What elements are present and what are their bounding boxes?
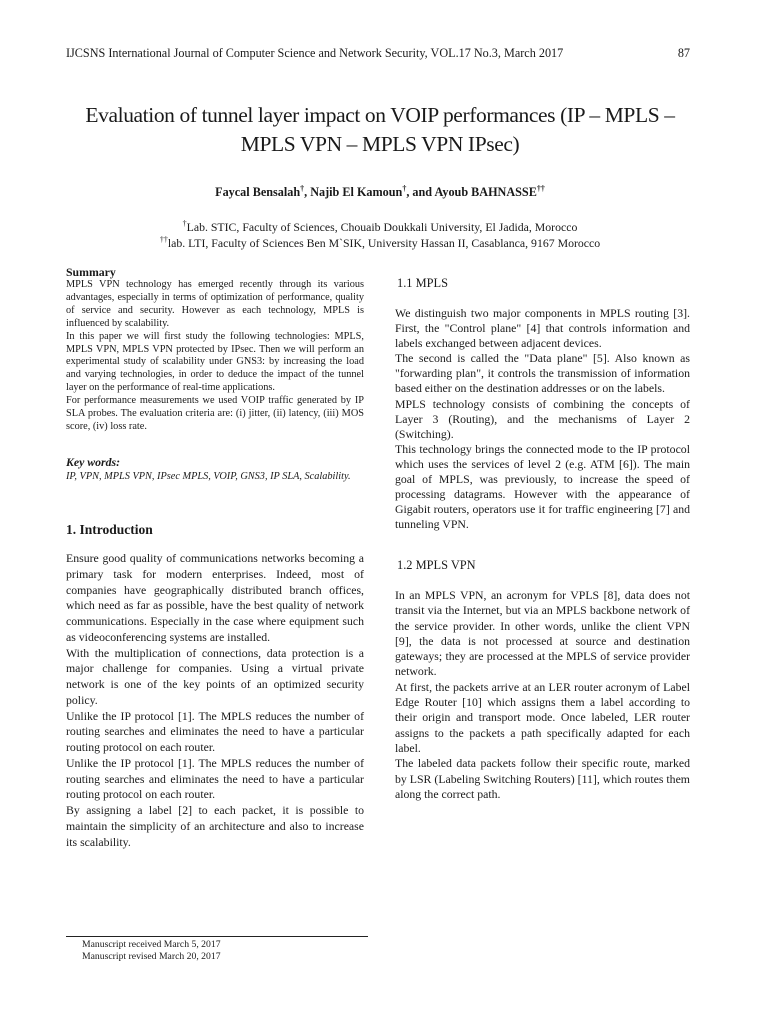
summary-paragraph: MPLS VPN technology has emerged recently through its various advantages, especially in terms of optimization of performance, quality of service and security. However as each technology, MPLS is influenced by scalability. <box>66 279 364 329</box>
introduction-text <box>66 551 364 850</box>
affiliation-2: ††lab. LTI, Faculty of Sciences Ben M`SIK, University Hassan II, Casablanca, 9167 Morocco <box>159 234 601 250</box>
intro-paragraph: Unlike the IP protocol [1]. The MPLS reduces the number of routing searches and eliminates the need to have a particular routing protocol on each router. <box>66 755 364 802</box>
keywords-text: IP, VPN, MPLS VPN, IPsec MPLS, VOIP, GNS3, IP SLA, Scalability. <box>66 471 351 482</box>
mpls-paragraph: MPLS technology consists of combining the concepts of Layer 3 (Routing), and the mechanisms of Layer 2 (Switching). <box>395 396 690 441</box>
summary-paragraph: In this paper we will first study the following technologies: MPLS, MPLS VPN, MPLS VPN protected by IPsec. Then we will perform an experimental study of scalability under GNS3: by increasing the load and varying technologies, in order to deduce the impact of the tunnel layer on the performance of real-time applications. <box>66 330 364 394</box>
affiliation-1: †Lab. STIC, Faculty of Sciences, Chouaib Doukkali University, El Jadida, Morocco <box>182 219 578 234</box>
summary-heading: Summary <box>66 265 116 279</box>
vpn-paragraph: At first, the packets arrive at an LER router acronym of Label Edge Router [10] which assigns them a label according to their origin and transport mode. Once labeled, LER router assigns to the packets a path specifically adapted for each label. <box>395 679 690 755</box>
author-1: Faycal Bensalah <box>215 185 301 199</box>
mpls-paragraph: The second is called the "Data plane" [5]. Also known as "forwarding plan", it controls the transmission of information based either on the destination addresses or on the labels. <box>395 351 690 396</box>
page-number: 87 <box>677 46 690 60</box>
vpn-paragraph: The labeled data packets follow their specific route, marked by LSR (Labeling Switching Routers) [11], which routes them along the correct path. <box>395 756 690 801</box>
intro-paragraph: By assigning a label [2] to each packet, it is possible to maintain the simplicity of an architecture and also to increase its scalability. <box>66 803 364 849</box>
vpn-paragraph: In an MPLS VPN, an acronym for VPLS [8], data does not transit via the Internet, but via an MPLS backbone network of the service provider. In other words, unlike the client VPN [9], the data is not processed at source and destination gateways; they are processed at the MPLS of service provider network. <box>395 588 690 679</box>
running-header: IJCSNS International Journal of Computer Science and Network Security, VOL.17 No.3, March 2017 <box>66 46 564 60</box>
footnote-revised: Manuscript revised March 20, 2017 <box>82 950 221 962</box>
intro-paragraph: Ensure good quality of communications networks becoming a primary task for modern enterprises. Indeed, most of companies have geographically distributed branch offices, which need as far as possible, have the best quality of network communications. Especially in the case where equipment such as videoconferencing systems are installed. <box>66 551 364 644</box>
introduction-heading: 1. Introduction <box>66 522 153 537</box>
author-line: Faycal Bensalah†, Najib El Kamoun†, and Ayoub BAHNASSE†† <box>215 184 545 199</box>
footnote-divider <box>66 936 368 937</box>
author-2: Najib El Kamoun <box>310 185 403 199</box>
affiliations <box>60 220 700 251</box>
intro-paragraph: Unlike the IP protocol [1]. The MPLS reduces the number of routing searches and eliminates the need to have a particular routing protocol on each router. <box>66 708 364 754</box>
summary-text <box>66 279 364 434</box>
summary-paragraph: For performance measurements we used VOIP traffic generated by IP SLA probes. The evaluation criteria are: (i) jitter, (ii) latency, (iii) MOS score, (iv) loss rate. <box>66 395 364 432</box>
section-mpls-vpn-heading: 1.2 MPLS VPN <box>397 558 476 572</box>
section-mpls-vpn-text <box>395 588 690 802</box>
mpls-paragraph: This technology brings the connected mode to the IP protocol which uses the services of level 2 (e.g. ATM [6]). The main goal of MPLS, was previously, to increase the speed of processing datagrams. However with the appearance of Gigabit routers, operators use it for traffic engineering [7] and tunneling VPN. <box>395 441 690 532</box>
author-3: Ayoub BAHNASSE <box>434 185 537 199</box>
footnotes <box>82 939 221 962</box>
mpls-paragraph: We distinguish two major components in MPLS routing [3]. First, the "Control plane" [4] that controls information and labels exchanged between adjacent devices. <box>395 306 690 351</box>
keywords-heading: Key words: <box>66 455 121 469</box>
footnote-received: Manuscript received March 5, 2017 <box>82 939 221 950</box>
paper-title: Evaluation of tunnel layer impact on VOIP performances (IP – MPLS – MPLS VPN – MPLS VPN IPsec) <box>85 103 675 156</box>
section-mpls-heading: 1.1 MPLS <box>397 276 448 290</box>
intro-paragraph: With the multiplication of connections, data protection is a major challenge for companies. Using a virtual private network is one of the key points of an optimized security policy. <box>66 645 364 707</box>
section-mpls-text <box>395 306 690 532</box>
